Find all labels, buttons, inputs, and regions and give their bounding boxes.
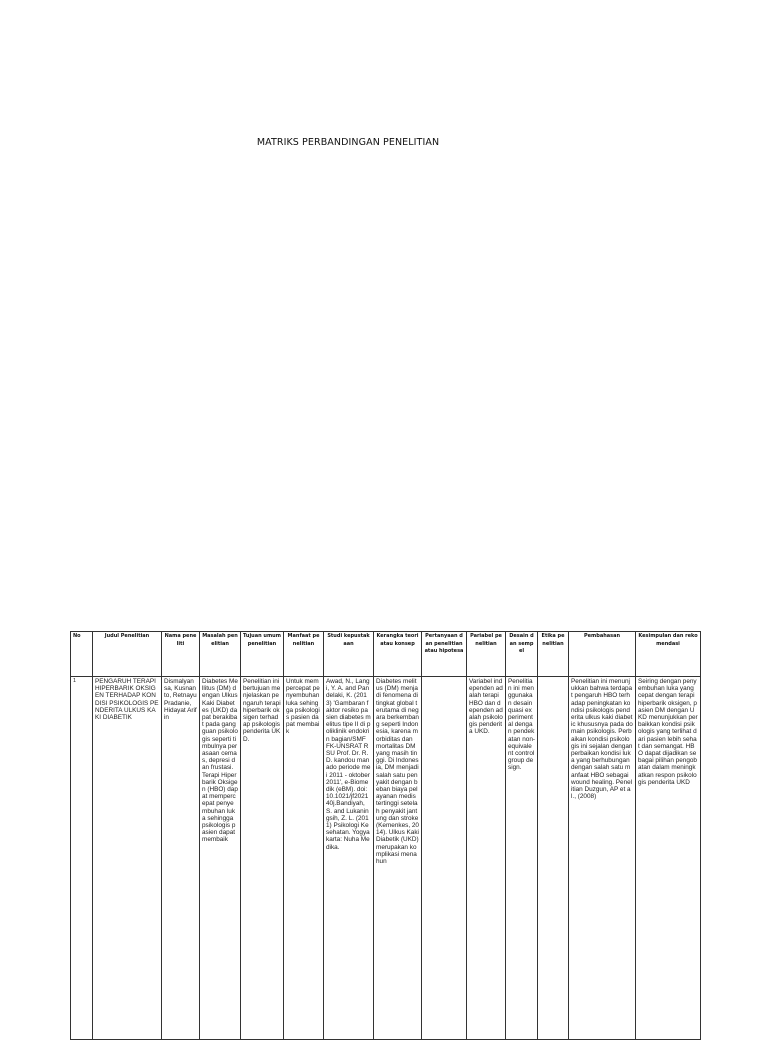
cell-manfaat-penelitian: Untuk mempercepat penyembuhan luka sehingga psikologis pasien dapat membaik [284, 677, 324, 1040]
header-tujuan-umum-penelitian: Tujuan umum penelitian [241, 632, 284, 677]
cell-judul-penelitian: PENGARUH TERAPI HIPERBARIK OKSIGEN TERHADAP KONDISI PSIKOLOGIS PENDERITA ULKUS KAKI DIABETIK [93, 677, 162, 1040]
cell-kerangka-teori: Diabetes melitus (DM) menjadi fenomena di tingkat global terutama di negara berkembang seperti Indonesia, karena morbiditas dan mortalitas DM yang masih tinggi. Di Indonesia, DM menjadi salah satu penyakit dengan beban biaya pelayanan medis tertinggi setelah penyakit jantung dan stroke (Kemenkes, 2014). Ulkus Kaki Diabetik (UKD) merupakan komplikasi menahun [374, 677, 422, 1040]
header-no: No [71, 632, 93, 677]
cell-desain-sempel: Penelitian ini menggunakan desain quasi experimental dengan pendekatan non-equivalent control group design. [506, 677, 538, 1040]
header-pembahasan: Pembahasan [569, 632, 636, 677]
header-nama-peneliti: Nama peneliti [162, 632, 200, 677]
table-header-row [71, 632, 701, 677]
table-row [71, 677, 701, 1040]
header-kesimpulan-rekomendasi: Kesimpulan dan rekomendasi [636, 632, 701, 677]
header-pertanyaan-hipotesa: Pertanyaan dan penelitian atau hipotesa [422, 632, 467, 677]
cell-studi-kepustakaan: Awad, N., Langi, Y. A. and Pandelaki, K. (2013) 'Gambaran faktor resiko pasien diabetes melitus tipe II di poliklinik endokrin bagian/SMF FK-UNSRAT RSU Prof. Dr. R.D. kandou manado periode mei 2011 - oktober 2011', e-Biomedik (eBM). doi: 10.1021/jf202140j.Bandiyah, S. and Lukaningsih, Z. L. (2011) Psikologi Kesehatan. Yogyakarta: Nuha Medika. [324, 677, 374, 1040]
cell-nama-peneliti: Dismalyansa, Kusnanto, Retnayu Pradanie, Hidayat Arifin [162, 677, 200, 1040]
cell-pertanyaan-hipotesa [422, 677, 467, 1040]
cell-etika-penelitian [538, 677, 569, 1040]
header-masalah-penelitian: Masalah penelitian [200, 632, 241, 677]
comparison-table [70, 631, 701, 1040]
header-desain-sempel: Desain dan sempel [506, 632, 538, 677]
header-kerangka-teori: Kerangka teori atau konsep [374, 632, 422, 677]
header-studi-kepustakaan: Studi kepustakaan [324, 632, 374, 677]
cell-kesimpulan-rekomendasi: Seiring dengan penyembuhan luka yang cepat dengan terapi hiperbarik oksigen, pasien DM dengan UKD menunjukkan perbaikkan kondisi psikologis yang terlihat dari pasien lebih sehat dan semangat. HBO dapat dijadikan sebagai pilihan pengobatan dalam meningkatkan respon psikologis penderita UKD [636, 677, 701, 1040]
cell-tujuan-umum-penelitian: Penelitian ini bertujuan menjelaskan pengaruh terapi hiperbarik oksigen terhadap psikologis penderita UKD. [241, 677, 284, 1040]
page-title: MATRIKS PERBANDINGAN PENELITIAN [256, 137, 440, 148]
cell-no: 1 [71, 677, 93, 1040]
header-etika-penelitian: Etika penelitian [538, 632, 569, 677]
header-pariabel-penelitian: Pariabel penelitian [467, 632, 506, 677]
header-manfaat-penelitian: Manfaat penelitian [284, 632, 324, 677]
cell-pembahasan: Penelitian ini menunjukkan bahwa terdapat pengaruh HBO terhadap peningkatan kondisi psikologis penderita ulkus kaki diabetic khususnya pada domain psikologis. Perbaikan kondisi psikologis ini sejalan dengan perbaikan kondisi luka yang berhubungan dengan salah satu manfaat HBO sebagai wound healing. Penelitian Duzgun, AP et al., (2008) [569, 677, 636, 1040]
header-judul-penelitian: Judul Penelitian [93, 632, 162, 677]
cell-pariabel-penelitian: Variabel independen adalah terapi HBO dan dependen adalah psikologis penderita UKD. [467, 677, 506, 1040]
cell-masalah-penelitian: Diabetes Mellitus (DM) dengan Ulkus Kaki Diabetes (UKD) dapat berakibat pada gangguan psikologis seperti timbulnya perasaan cemas, depresi dan frustasi. Terapi Hiperbarik Oksigen (HBO) dapat mempercepat penyembuhan luka sehingga psikologis pasien dapat membaik [200, 677, 241, 1040]
